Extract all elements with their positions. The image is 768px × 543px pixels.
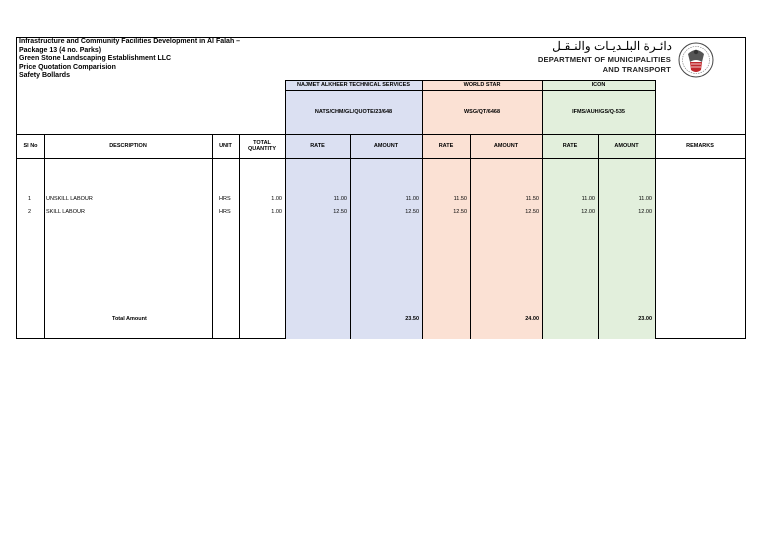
vendor-2-name: WORLD STAR [463,82,501,88]
package-title: Package 13 (4 no. Parks) [19,46,102,54]
vendor-1-total: 23.50 [405,316,419,322]
row-1-amount-1: 11.00 [405,196,419,202]
row-1-description: UNSKILL LABOUR [46,196,93,202]
vendor-1-name: NAJMET ALKHEER TECHNICAL SERVICES [297,82,410,88]
row-1-amount-3: 11.00 [638,196,652,202]
col-header-remarks: REMARKS [686,143,714,149]
row-1-sl: 1 [28,196,32,202]
row-2-description: SKILL LABOUR [46,209,85,215]
row-2-qty: 1.00 [271,209,282,215]
vendor-1-ref: NATS/CHM/GL/QUOTE/23/648 [314,109,393,115]
col-header-sl-no: Sl No [23,143,38,149]
col-header-unit: UNIT [219,143,232,149]
col-header-rate-1: RATE [310,143,325,149]
logo-english-line1: DEPARTMENT OF MUNICIPALITIES [537,55,671,64]
row-1-rate-3: 11.00 [581,196,595,202]
row-1-qty: 1.00 [271,196,282,202]
logo-english-line2: AND TRANSPORT [602,65,671,74]
vendor-3-ref: IFMS/AUH/GS/Q-535 [572,109,625,115]
contractor-name: Green Stone Landscaping Establishment LLC [19,55,172,63]
row-2-rate-2: 12.50 [453,209,467,215]
logo-arabic-text: دائـرة البلـديـات والنـقـل [552,39,672,53]
quotation-sheet [16,37,746,339]
col-header-rate-3: RATE [562,143,578,149]
row-1-unit: HRS [219,196,231,202]
col-header-rate-2: RATE [438,143,454,149]
row-2-rate-1: 12.50 [333,209,347,215]
item-category: Safety Bollards [19,72,70,80]
col-header-amount-3: AMOUNT [614,143,639,149]
row-2-sl: 2 [28,209,32,215]
row-1-amount-2: 11.50 [525,196,539,202]
row-2-unit: HRS [219,209,231,215]
row-2-rate-3: 12.00 [581,209,595,215]
row-2-amount-1: 12.50 [405,209,419,215]
document-title: Price Quotation Comparision [19,63,116,71]
project-title: Infrastructure and Community Facilities Development in Al Falah – [19,38,241,45]
vendor-3-name: ICON [591,82,606,88]
vendor-3-total: 23.00 [638,316,652,322]
row-2-amount-2: 12.50 [525,209,539,215]
row-1-rate-2: 11.50 [453,196,467,202]
row-2-amount-3: 12.00 [638,209,652,215]
col-header-description: DESCRIPTION [109,143,147,149]
col-header-amount-1: AMOUNT [373,143,399,149]
col-header-total-quantity: TOTAL QUANTITY [247,140,277,152]
vendor-2-ref: WSG/QT/6468 [463,109,501,115]
vendor-2-total: 24.00 [525,316,539,322]
total-amount-label: Total Amount [112,316,147,322]
falcon-emblem-icon [677,40,715,80]
col-header-amount-2: AMOUNT [493,143,519,149]
row-1-rate-1: 11.00 [333,196,347,202]
